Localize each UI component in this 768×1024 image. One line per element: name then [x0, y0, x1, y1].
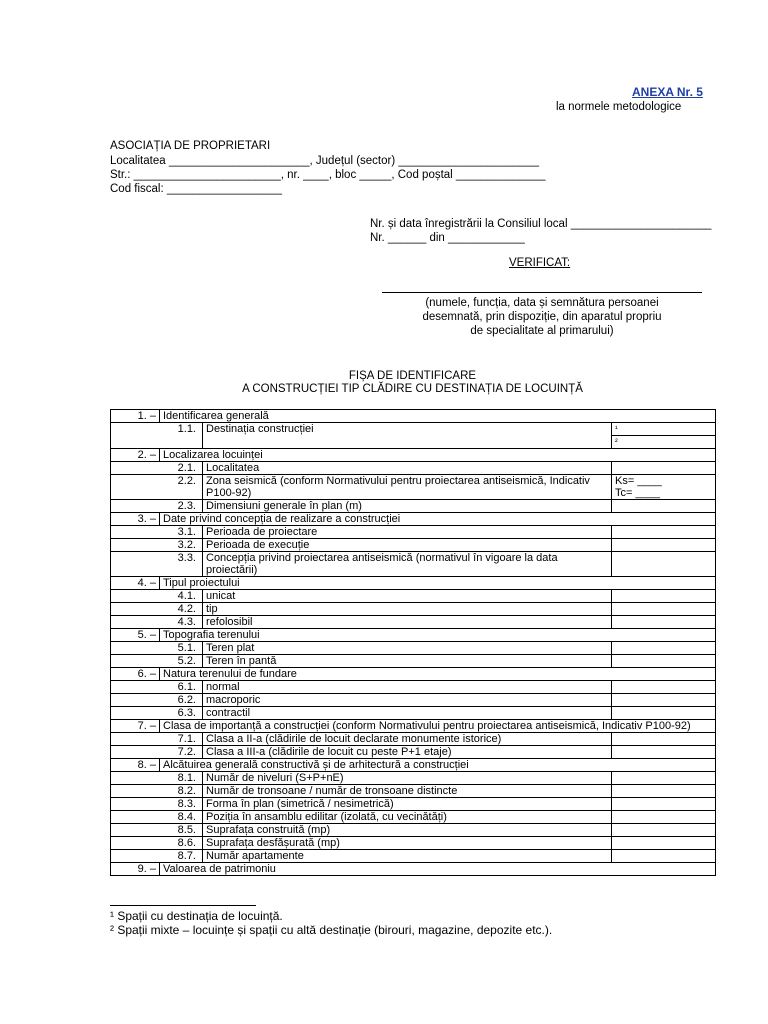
section-label: Tipul proiectului: [160, 577, 716, 590]
section-label: Clasa de importanță a construcției (conform Normativului pentru proiectarea antiseismică, Indicativ P100-92): [160, 720, 716, 733]
table-row: [111, 694, 716, 707]
table-row: [111, 798, 716, 811]
item-label: Teren plat: [203, 642, 612, 655]
association-line-street: Str.: _______________________, nr. ____, bloc _____, Cod poștal ______________: [110, 169, 546, 181]
table-row: [111, 707, 716, 720]
table-row: [111, 526, 716, 539]
section-label: Alcătuirea generală constructivă și de arhitectură a construcției: [160, 759, 716, 772]
value-cell: [612, 475, 716, 500]
table-row: [111, 824, 716, 837]
item-label: Număr de tronsoane / număr de tronsoane distincte: [203, 785, 612, 798]
item-label: normal: [203, 681, 612, 694]
table-row: [111, 539, 716, 552]
item-number: 8.5.: [111, 824, 203, 837]
item-number: 2.1.: [111, 462, 203, 475]
table-row: [111, 423, 716, 436]
section-label: Natura terenului de fundare: [160, 668, 716, 681]
section-label: Identificarea generală: [160, 410, 716, 423]
value-cell: [612, 772, 716, 785]
item-label: Clasa a II-a (clădirile de locuit declarate monumente istorice): [203, 733, 612, 746]
value-cell: ²: [612, 436, 716, 449]
item-number: 5.2.: [111, 655, 203, 668]
item-number: 6.1.: [111, 681, 203, 694]
item-number: 8.3.: [111, 798, 203, 811]
section-number: 3. –: [111, 513, 160, 526]
value-cell: [612, 642, 716, 655]
form-title-2: A CONSTRUCȚIEI TIP CLĂDIRE CU DESTINAȚIA DE LOCUINȚĂ: [242, 383, 583, 395]
item-number: 6.3.: [111, 707, 203, 720]
section-number: 8. –: [111, 759, 160, 772]
table-row: [111, 720, 716, 733]
value-cell: [612, 526, 716, 539]
signature-line: [382, 292, 702, 293]
item-number: 2.3.: [111, 500, 203, 513]
table-row: [111, 577, 716, 590]
association-line-fiscal: Cod fiscal: __________________: [110, 183, 283, 195]
item-label: Suprafața construită (mp): [203, 824, 612, 837]
value-cell: [612, 462, 716, 475]
section-number: 5. –: [111, 629, 160, 642]
table-row: [111, 785, 716, 798]
value-cell: [612, 824, 716, 837]
table-row: [111, 850, 716, 863]
table-row: [111, 642, 716, 655]
table-row: [111, 668, 716, 681]
section-number: 7. –: [111, 720, 160, 733]
value-cell: [612, 785, 716, 798]
value-cell: [612, 707, 716, 720]
value-cell: [612, 850, 716, 863]
item-number: 1.1.: [111, 423, 203, 449]
tc-value: Tc= ____: [615, 487, 660, 499]
item-number: 3.1.: [111, 526, 203, 539]
value-cell: ¹: [612, 423, 716, 436]
verified-note-3: de specialitate al primarului): [470, 325, 614, 337]
value-cell: [612, 681, 716, 694]
item-number: 4.3.: [111, 616, 203, 629]
value-cell: [612, 603, 716, 616]
item-label: macroporic: [203, 694, 612, 707]
item-number: 3.3.: [111, 552, 203, 577]
ks-value: Ks= ____: [615, 475, 662, 487]
item-number: 3.2.: [111, 539, 203, 552]
item-label: Forma în plan (simetrică / nesimetrică): [203, 798, 612, 811]
annex-subtitle: la normele metodologice: [556, 101, 682, 113]
item-label: Teren în pantă: [203, 655, 612, 668]
item-label: Zona seismică (conform Normativului pentru proiectarea antiseismică, Indicativ P100-92): [203, 475, 612, 500]
footnote-2: ² Spații mixte – locuințe și spații cu altă destinație (birouri, magazine, depozite etc.).: [110, 923, 553, 937]
section-label: Localizarea locuinței: [160, 449, 716, 462]
table-row: [111, 629, 716, 642]
value-cell: [612, 655, 716, 668]
value-cell: [612, 552, 716, 577]
item-label: contractil: [203, 707, 612, 720]
association-line-localitate: Localitatea ______________________, Județul (sector) ______________________: [110, 155, 540, 167]
item-number: 6.2.: [111, 694, 203, 707]
item-label: refolosibil: [203, 616, 612, 629]
table-row: [111, 462, 716, 475]
table-row: [111, 837, 716, 850]
item-label: Perioada de proiectare: [203, 526, 612, 539]
value-cell: [612, 616, 716, 629]
item-number: 2.2.: [111, 475, 203, 500]
section-number: 1. –: [111, 410, 160, 423]
table-row: [111, 603, 716, 616]
item-label: Concepția privind proiectarea antiseismică (normativul în vigoare la data proiectării): [203, 552, 612, 577]
item-label: Localitatea: [203, 462, 612, 475]
item-number: 8.6.: [111, 837, 203, 850]
table-row: [111, 513, 716, 526]
item-label: Perioada de execuție: [203, 539, 612, 552]
table-row: [111, 746, 716, 759]
table-row: [111, 590, 716, 603]
section-label: Topografia terenului: [160, 629, 716, 642]
value-cell: [612, 733, 716, 746]
table-row: [111, 552, 716, 577]
table-row: [111, 410, 716, 423]
section-label: Valoarea de patrimoniu: [160, 863, 716, 876]
table-row: [111, 863, 716, 876]
table-row: [111, 449, 716, 462]
section-number: 2. –: [111, 449, 160, 462]
value-cell: [612, 500, 716, 513]
item-label: Dimensiuni generale în plan (m): [203, 500, 612, 513]
table-row: [111, 811, 716, 824]
item-label: unicat: [203, 590, 612, 603]
item-number: 8.2.: [111, 785, 203, 798]
table-row: [111, 655, 716, 668]
item-number: 7.1.: [111, 733, 203, 746]
registration-line: Nr. și data înregistrării la Consiliul local ______________________: [370, 218, 712, 230]
verified-label: VERIFICAT:: [509, 257, 571, 269]
table-row: [111, 681, 716, 694]
registration-number-line: Nr. ______ din ____________: [370, 232, 525, 244]
item-label: Număr apartamente: [203, 850, 612, 863]
item-number: 8.1.: [111, 772, 203, 785]
section-label: Date privind concepția de realizare a construcției: [160, 513, 716, 526]
section-number: 4. –: [111, 577, 160, 590]
item-label: Destinația construcției: [203, 423, 612, 449]
item-number: 8.4.: [111, 811, 203, 824]
value-cell: [612, 590, 716, 603]
item-number: 4.1.: [111, 590, 203, 603]
table-row: [111, 616, 716, 629]
value-cell: [612, 746, 716, 759]
item-number: 4.2.: [111, 603, 203, 616]
item-label: tip: [203, 603, 612, 616]
item-label: Poziția în ansamblu edilitar (izolată, cu vecinătăți): [203, 811, 612, 824]
table-row: [111, 759, 716, 772]
value-cell: [612, 811, 716, 824]
identification-table: [110, 409, 716, 876]
item-number: 5.1.: [111, 642, 203, 655]
item-number: 8.7.: [111, 850, 203, 863]
table-row: [111, 772, 716, 785]
footnote-separator: [110, 905, 256, 906]
item-label: Suprafața desfășurată (mp): [203, 837, 612, 850]
verified-note-2: desemnată, prin dispoziție, din aparatul propriu: [422, 311, 662, 323]
value-cell: [612, 798, 716, 811]
annex-title: ANEXA Nr. 5: [632, 85, 703, 99]
table-row: [111, 733, 716, 746]
table-row: [111, 475, 716, 500]
value-cell: [612, 539, 716, 552]
section-number: 6. –: [111, 668, 160, 681]
item-label: Clasa a III-a (clădirile de locuit cu peste P+1 etaje): [203, 746, 612, 759]
footnote-1: ¹ Spații cu destinația de locuință.: [110, 909, 283, 923]
value-cell: [612, 694, 716, 707]
section-number: 9. –: [111, 863, 160, 876]
table-row: [111, 500, 716, 513]
item-label: Număr de niveluri (S+P+nE): [203, 772, 612, 785]
item-number: 7.2.: [111, 746, 203, 759]
value-cell: [612, 837, 716, 850]
association-title: ASOCIAȚIA DE PROPRIETARI: [110, 140, 271, 152]
form-title-1: FIȘA DE IDENTIFICARE: [348, 370, 477, 382]
verified-note-1: (numele, funcția, data și semnătura persoanei: [425, 297, 659, 309]
